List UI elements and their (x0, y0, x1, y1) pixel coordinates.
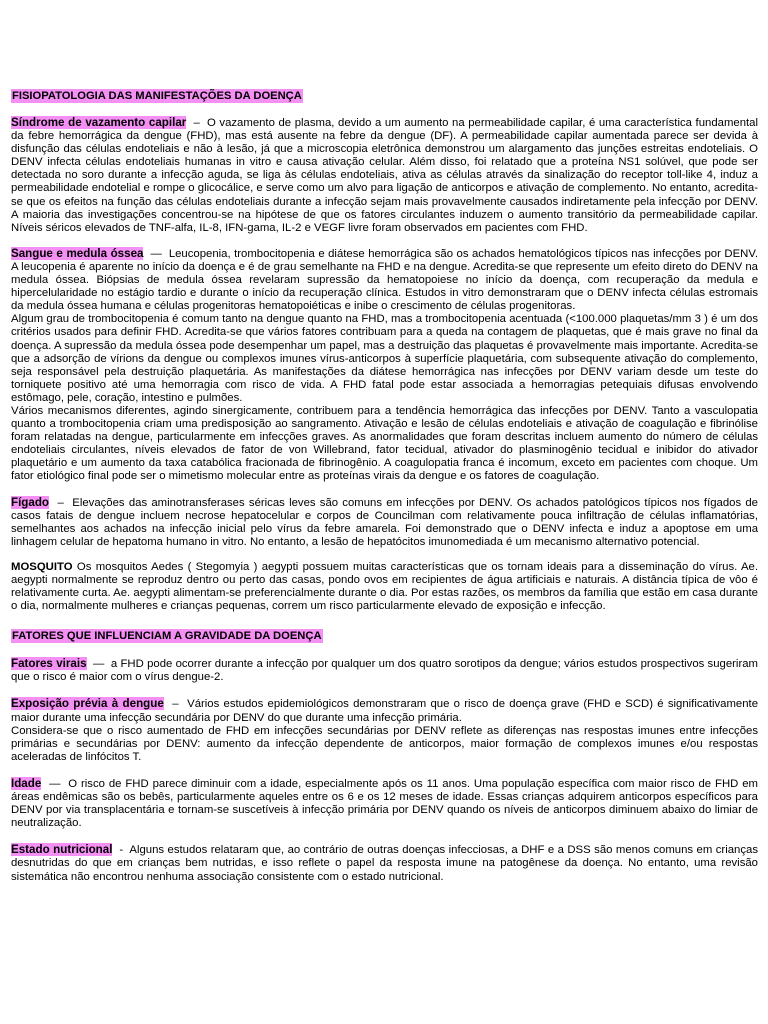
paragraph-sangue-medula: Sangue e medula óssea — Leucopenia, trombocitopenia e diátese hemorrágica são os achados hematológicos típicos nas infecções por DENV. A leucopenia é aparente no início da doença e é de grau semelhante na FHD e na dengue. Acredita-se que represente um efeito direto do DENV na medula óssea. Biópsias de medula óssea revelaram supressão da hematopoiese no início da doença, com recuperação da medula e hipercelularidade no estágio tardio e durante o início da recuperação clínica. Estudos in vitro demonstraram que o DENV infecta células estromais da medula óssea humana e células progenitoras hematopoiéticas e inibe o crescimento de células progenitoras. (11, 246, 759, 313)
paragraph-text: O risco de FHD parece diminuir com a idade, especialmente após os 11 anos. Uma população específica com maior risco de FHD em áreas endêmicas são os bebês, particularmente aqueles entre os 6 e os 12 meses de idade. Essas crianças adquirem anticorpos específicos para DENV por via transplacentária e tornam-se suscetíveis à infecção primária por DENV quando os níveis de anticorpos diminuem abaixo do limiar de neutralização. (11, 777, 758, 830)
document-page (11, 86, 758, 884)
paragraph-trombocitopenia: Algum grau de trombocitopenia é comum tanto na dengue quanto na FHD, mas a trombocitopenia acentuada (<100.000 plaquetas/mm 3 ) é um dos critérios usados para definir FHD. Acredita-se que vários fatores contribuam para a queda na contagem de plaquetas, que é mais grave no final da doença. A supressão da medula óssea pode desempenhar um papel, mas a destruição das plaquetas é provavelmente mais importante. Acredita-se que a adsorção de vírions da dengue ou complexos imunes vírus-anticorpos à superfície plaquetária, com subsequente ativação do complemento, seja responsável pela destruição plaquetária. As manifestações da diátese hemorrágica nas infecções por DENV variam desde um teste do torniquete positivo até uma hemorragia com risco de vida. A FHD fatal pode estar associada a hemorragias petequiais difusas envolvendo estômago, pele, coração, intestino e pulmões. (11, 313, 758, 404)
paragraph-text: Alguns estudos relataram que, ao contrário de outras doenças infecciosas, a DHF e a DSS são menos comuns em crianças desnutridas do que em crianças bem nutridas, e isso reflete o papel da resposta imune na patogênese da doença. No entanto, uma revisão sistemática não encontrou nenhuma associação consistente com o estado nutricional. (11, 844, 758, 883)
paragraph-lead: Idade (11, 776, 42, 790)
paragraph-estado-nutricional: Estado nutricional - Alguns estudos relataram que, ao contrário de outras doenças infecciosas, a DHF e a DSS são menos comuns em crianças desnutridas do que em crianças bem nutridas, e isso reflete o papel da resposta imune na patogênese da doença. No entanto, uma revisão sistemática não encontrou nenhuma associação consistente com o estado nutricional. (11, 843, 758, 883)
paragraph-vazamento-capilar: Síndrome de vazamento capilar – O vazamento de plasma, devido a um aumento na permeabilidade capilar, é uma característica fundamental da febre hemorrágica da dengue (FHD), mas está ausente na febre da dengue (DF). A permeabilidade capilar aumentada parece ser devida à disfunção das células endoteliais e não à lesão, já que a microscopia eletrônica demonstrou um alargamento das junções estreitas endoteliais. O DENV infecta células endoteliais humanas in vitro e causa ativação celular. Além disso, foi relatado que a proteína NS1 solúvel, que pode ser detectada no soro durante a infecção aguda, se liga às células endoteliais, ativa as células através da sinalização do receptor toll-like 4, induz a permeabilidade endotelial e rompe o glicocálice, e serve como um alvo para ligação de anticorpos e ativação de complemento. No entanto, acredita-se que os efeitos na função das células endoteliais durante a infecção sejam mais provavelmente causados indiretamente pela infecção por DENV. A maioria das investigações concentrou-se na hipótese de que os fatores circulantes induzem o aumento transitório da permeabilidade capilar. Níveis séricos elevados de TNF-alfa, IL-8, IFN-gama, IL-2 e VEGF livre foram observados em pacientes com FHD. (11, 116, 758, 234)
paragraph-lead: Exposição prévia à dengue (11, 697, 164, 711)
section-title-fisiopatologia: FISIOPATOLOGIA DAS MANIFESTAÇÕES DA DOENÇA (12, 90, 302, 102)
paragraph-text: Elevações das aminotransferases séricas leves são comuns em infecções por DENV. Os achados patológicos típicos nos fígados de casos fatais de dengue incluem necrose hepatocelular e corpos de Councilman com relativamente pouca infiltração de células inflamatórias, semelhantes aos achados na infecção inicial pelo vírus da febre amarela. Foi demonstrado que o DENV infecta e induz a apoptose em uma linhagem celular de hepatoma humano in vitro. No entanto, a lesão de hepatócitos imunomediada é um mecanismo alternativo potencial. (11, 496, 758, 548)
paragraph-text: O vazamento de plasma, devido a um aumento na permeabilidade capilar, é uma característica fundamental da febre hemorrágica da dengue (FHD), mas está ausente na febre da dengue (DF). A permeabilidade capilar aumentada parece ser devida à disfunção das células endoteliais e não à lesão, já que a microscopia eletrônica demonstrou um alargamento das junções estreitas endoteliais. O DENV infecta células endoteliais humanas in vitro e causa ativação celular. Além disso, foi relatado que a proteína NS1 solúvel, que pode ser detectada no soro durante a infecção aguda, se liga às células endoteliais, ativa as células através da sinalização do receptor toll-like 4, induz a permeabilidade endotelial e rompe o glicocálice, e serve como um alvo para ligação de anticorpos e ativação de complemento. No entanto, acredita-se que os efeitos na função das células endoteliais durante a infecção sejam mais provavelmente causados indiretamente pela infecção por DENV. A maioria das investigações concentrou-se na hipótese de que os fatores circulantes induzem o aumento transitório da permeabilidade capilar. Níveis séricos elevados de TNF-alfa, IL-8, IFN-gama, IL-2 e VEGF livre foram observados em pacientes com FHD. (11, 117, 758, 234)
paragraph-text: Vários estudos epidemiológicos demonstraram que o risco de doença grave (FHD e SCD) é significativamente maior durante uma infecção secundária por DENV do que durante uma infecção primária. (11, 698, 758, 724)
section-title-fatores: FATORES QUE INFLUENCIAM A GRAVIDADE DA DOENÇA (12, 630, 322, 643)
paragraph-risco-aumentado: Considera-se que o risco aumentado de FHD em infecções secundárias por DENV reflete as diferenças nas respostas imunes entre infecções primárias e secundárias por DENV: aumento da infecção dependente de anticorpos, maior formação de complexos imunes e/ou respostas aceleradas de linfócitos T. (11, 724, 758, 763)
paragraph-figado: Fígado – Elevações das aminotransferases séricas leves são comuns em infecções por DENV. Os achados patológicos típicos nos fígados de casos fatais de dengue incluem necrose hepatocelular e corpos de Councilman com relativamente pouca infiltração de células inflamatórias, semelhantes aos achados na infecção inicial pelo vírus da febre amarela. Foi demonstrado que o DENV infecta e induz a apoptose em uma linhagem celular de hepatoma humano in vitro. No entanto, a lesão de hepatócitos imunomediada é um mecanismo alternativo potencial. (11, 495, 758, 548)
paragraph-lead: Estado nutricional (11, 843, 113, 857)
paragraph-idade: Idade — O risco de FHD parece diminuir com a idade, especialmente após os 11 anos. Uma população específica com maior risco de FHD em áreas endêmicas são os bebês, particularmente aqueles entre os 6 e os 12 meses de idade. Essas crianças adquirem anticorpos específicos para DENV por via transplacentária e tornam-se suscetíveis à infecção primária por DENV quando os níveis de anticorpos diminuem abaixo do limiar de neutralização. (11, 776, 758, 830)
paragraph-mosquito (11, 561, 758, 613)
paragraph-exposicao-previa: Exposição prévia à dengue – Vários estudos epidemiológicos demonstraram que o risco de doença grave (FHD e SCD) é significativamente maior durante uma infecção secundária por DENV do que durante uma infecção primária. (11, 697, 758, 724)
paragraph-lead: Sangue e medula óssea (11, 246, 144, 260)
paragraph-text: Os mosquitos Aedes ( Stegomyia ) aegypti possuem muitas características que os tornam ideais para a disseminação do vírus. Ae. aegypti normalmente se reproduz dentro ou perto das casas, pondo ovos em recipientes de água artificiais e naturais. A distância típica de vôo é relativamente curta. Ae. aegypti alimentam-se preferencialmente durante o dia. Por estas razões, os membros da família que estão em casa durante o dia, normalmente mulheres e crianças pequenas, correm um risco particularmente elevado de exposição e infecção. (11, 560, 758, 613)
paragraph-lead: MOSQUITO (11, 560, 73, 573)
paragraph-lead: Fatores virais (11, 657, 87, 671)
paragraph-mecanismos: Vários mecanismos diferentes, agindo sinergicamente, contribuem para a tendência hemorrágica das infecções por DENV. Tanto a vasculopatia quanto a trombocitopenia criam uma predisposição ao sangramento. Ativação e lesão de células endoteliais e ativação de coagulação e fibrinólise foram relatadas na dengue, particularmente em infecções graves. As anormalidades que foram descritas incluem aumento do número de células endoteliais circulantes, níveis elevados de fator de von Willebrand, fator tecidual, ativador do plasminogênio tecidual e inibidor do ativador plaquetário e um aumento da taxa catabólica fracionada de fibrinogênio. A coagulopatia franca é incomum, exceto em pacientes com choque. Um fator etiológico final pode ser o mimetismo molecular entre as proteínas virais da dengue e os fatores de coagulação. (11, 404, 758, 483)
paragraph-text: a FHD pode ocorrer durante a infecção por qualquer um dos quatro sorotipos da dengue; vários estudos prospectivos sugeriram que o risco é maior com o vírus dengue-2. (11, 658, 758, 684)
paragraph-lead: Fígado (11, 495, 49, 509)
paragraph-lead: Síndrome de vazamento capilar (11, 116, 187, 129)
paragraph-fatores-virais: Fatores virais — a FHD pode ocorrer durante a infecção por qualquer um dos quatro sorotipos da dengue; vários estudos prospectivos sugeriram que o risco é maior com o vírus dengue-2. (11, 657, 758, 684)
paragraph-text: Leucopenia, trombocitopenia e diátese hemorrágica são os achados hematológicos típicos nas infecções por DENV. A leucopenia é aparente no início da doença e é de grau semelhante na FHD e na dengue. Acredita-se que represente um efeito direto do DENV na medula óssea. Biópsias de medula óssea revelaram supressão da hematopoiese no início da doença, com recuperação da medula e hipercelularidade no estágio tardio e durante o início da recuperação clínica. Estudos in vitro demonstraram que o DENV infecta células estromais da medula óssea humana e células progenitoras hematopoiéticas e inibe o crescimento de células progenitoras. (11, 247, 759, 313)
